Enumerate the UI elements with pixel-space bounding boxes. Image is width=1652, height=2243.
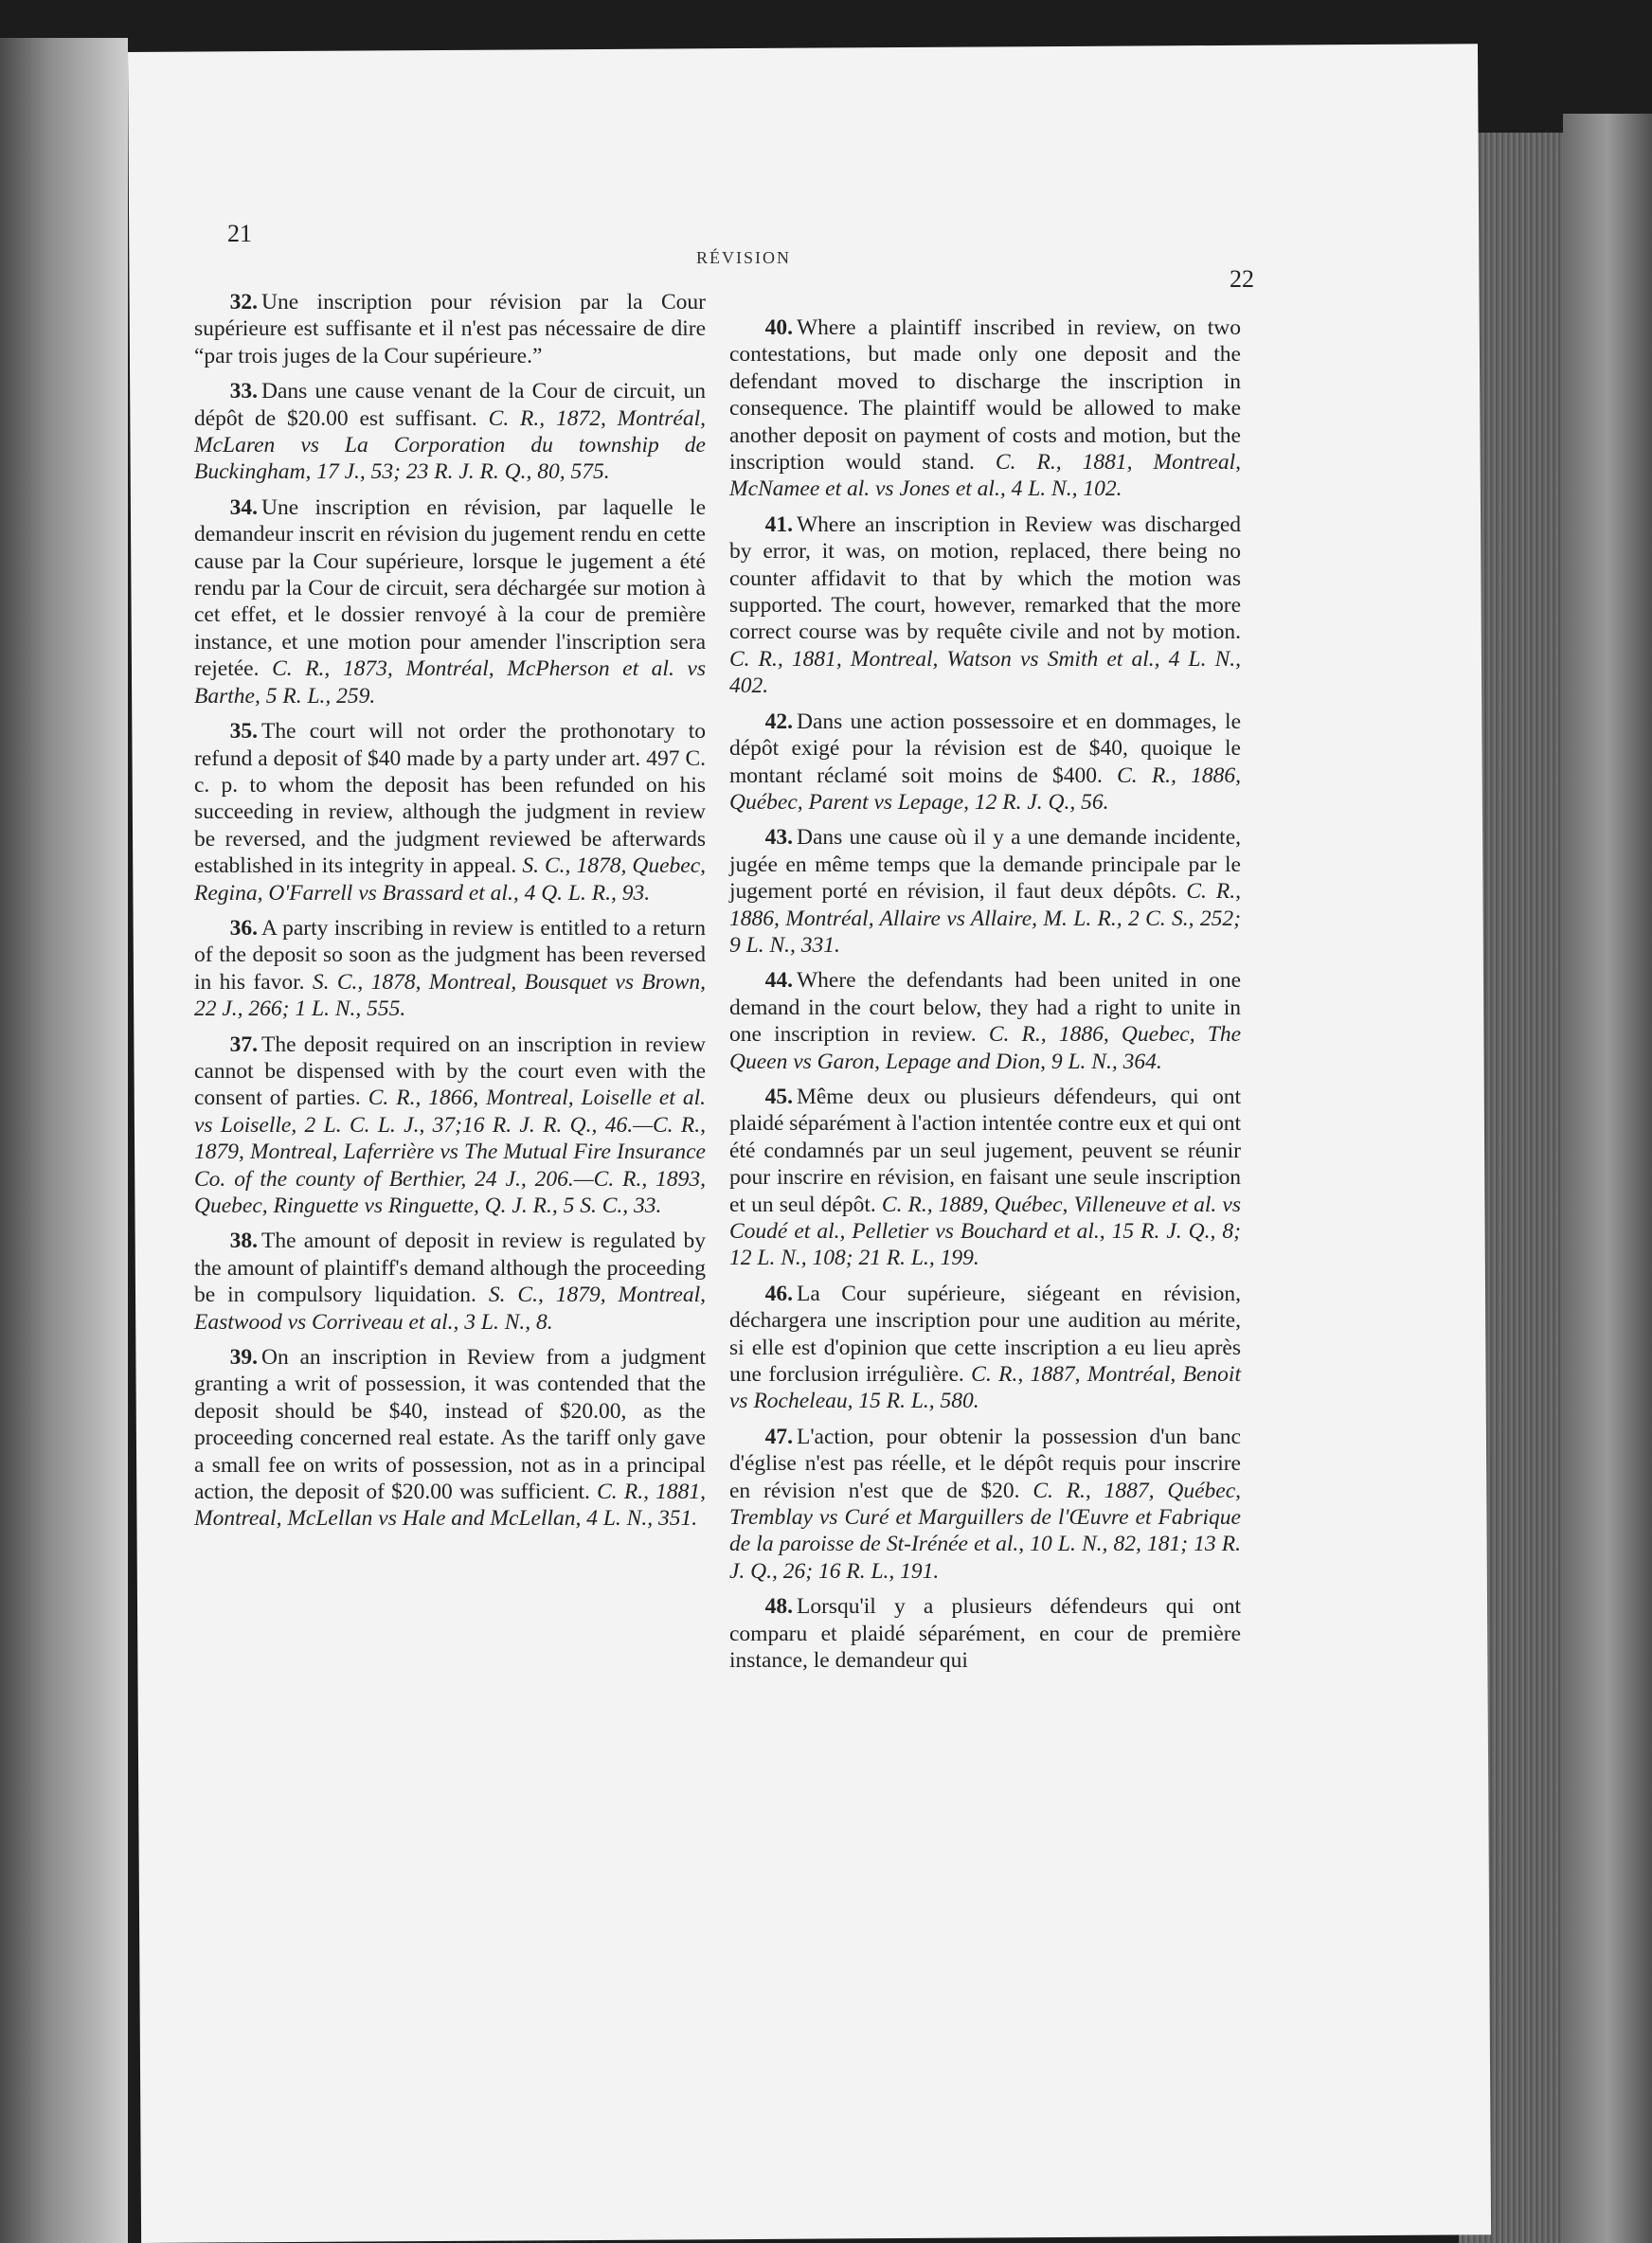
right-page-number: 22: [1230, 265, 1254, 293]
paragraph-text: The amount of deposit in review is regulated by the amount of plaintiff's demand although the proceeding be in compulsory liquidation.: [194, 1229, 706, 1308]
citation: S. C., 1879, Montreal, Eastwood vs Corriveau et al., 3 L. N., 8.: [194, 1283, 707, 1335]
paragraph-number: 45.: [764, 1084, 793, 1109]
paragraph-text: On an inscription in Review from a judgment granting a writ of possession, it was contended that the deposit should be $40, instead of $20.00, as the proceeding concerned real estate. As the tariff only gave a small fee on writs of possession, not as in a principal action, the deposit of $20.00 was sufficient.: [194, 1345, 706, 1505]
paragraph-number: 39.: [229, 1345, 258, 1371]
paragraph-36: [194, 915, 706, 1023]
paragraph-text: Where the defendants had been united in one demand in the court below, they had a right to unite in one inscription in review.: [729, 968, 1241, 1048]
paragraph-number: 44.: [764, 968, 793, 994]
citation: S. C., 1878, Quebec, Regina, O'Farrell vs Brassard et al., 4 Q. L. R., 93.: [194, 853, 707, 906]
citation: S. C., 1878, Montreal, Bousquet vs Brown, 22 J., 266; 1 L. N., 555.: [194, 969, 707, 1022]
paragraph-text: Lorsqu'il y a plusieurs défendeurs qui ont comparu et plaidé séparément, en cour de première instance, le demandeur qui: [729, 1594, 1241, 1674]
citation: C. R., 1881, Montreal, Watson vs Smith et al., 4 L. N., 402.: [729, 646, 1241, 699]
paragraph-32: [194, 289, 706, 369]
running-head: RÉVISION: [696, 248, 791, 267]
paragraph-47: [729, 1424, 1241, 1585]
paragraph-text: Même deux ou plusieurs défendeurs, qui ont plaidé séparément à l'action intentée contre eux et qui ont été condamnés par un seul jugement, peuvent se réunir pour inscrire en révision, en faisant une seule inscription et un seul dépôt.: [729, 1084, 1241, 1217]
citation: C. R., 1866, Montreal, Loiselle et al. vs Loiselle, 2 L. C. L. J., 37;16 R. J. R. Q., 46.—C. R., 1879, Montreal, Laferrière vs The Mutual Fire Insurance Co. of the county of Berthier, 24 J., 206.—C. R., 1893, Quebec, Ringuette vs Ringuette, Q. J. R., 5 S. C., 33.: [194, 1086, 706, 1218]
paragraph-number: 32.: [229, 290, 258, 314]
paragraph-number: 37.: [229, 1032, 258, 1057]
book-left-page-edge: [0, 38, 128, 2243]
paragraph-number: 46.: [764, 1281, 793, 1306]
paragraph-45: [729, 1084, 1241, 1272]
paragraph-35: [194, 718, 706, 906]
paragraph-text: Une inscription en révision, par laquelle le demandeur inscrit en révision du jugement rendu en cette cause par la Cour supérieure, lorsque le jugement a été rendu par la Cour de circuit, sera déchargée sur motion à cet effet, et le dossier renvoyé à la cour de première instance, et une motion pour amender l'inscription sera rejetée.: [194, 494, 706, 682]
paragraph-number: 48.: [764, 1594, 793, 1620]
paragraph-43: [729, 824, 1241, 959]
paragraph-41: [729, 511, 1241, 700]
citation: C. R., 1873, Montréal, McPherson et al. vs Barthe, 5 R. L., 259.: [194, 656, 706, 709]
paragraph-number: 41.: [764, 511, 793, 537]
paragraph-text: Dans une action possessoire et en dommages, le dépôt exigé pour la révision est de $40, quoique le montant réclamé soit moins de $400.: [729, 709, 1241, 788]
paragraph-text: The court will not order the prothonotary to refund a deposit of $40 made by a party under art. 497 C. c. p. to whom the deposit has been refunded on his succeeding in review, although the judgment in review be reversed, and the judgment reviewed be afterwards established in its integrity in appeal.: [194, 719, 706, 879]
paragraph-42: [729, 709, 1241, 816]
citation: C. R., 1886, Quebec, The Queen vs Garon, Lepage and Dion, 9 L. N., 364.: [729, 1022, 1242, 1074]
paragraph-text: Dans une cause venant de la Cour de circuit, un dépôt de $20.00 est suffisant.: [194, 379, 706, 431]
paragraph-text: Dans une cause où il y a une demande incidente, jugée en même temps que la demande principale par le jugement porté en révision, il faut deux dépôts.: [729, 825, 1241, 905]
paragraph-44: [729, 967, 1241, 1075]
paragraph-39: [194, 1344, 706, 1533]
paragraph-number: 38.: [229, 1229, 258, 1254]
citation: C. R., 1872, Montréal, McLaren vs La Corporation du township de Buckingham, 17 J., 53; 23 R. J. R. Q., 80, 575.: [194, 405, 706, 485]
paragraph-number: 35.: [229, 719, 258, 745]
paragraph-48: [729, 1593, 1241, 1674]
paragraph-number: 43.: [764, 825, 793, 851]
paragraph-number: 42.: [764, 709, 793, 734]
paragraph-text: Une inscription pour révision par la Cour supérieure est suffisante et il n'est pas nécessaire de dire “par trois juges de la Cour supérieure.”: [194, 290, 706, 368]
paragraph-text: A party inscribing in review is entitled to a return of the deposit so soon as the judgment has been reversed in his favor.: [194, 915, 706, 995]
paragraph-33: [194, 378, 706, 486]
citation: C. R., 1881, Montreal, McLellan vs Hale and McLellan, 4 L. N., 351.: [194, 1480, 706, 1532]
paragraph-number: 33.: [229, 379, 258, 404]
paragraph-46: [729, 1281, 1241, 1415]
paragraph-text: L'action, pour obtenir la possession d'un banc d'église n'est pas réelle, et le dépôt requis pour inscrire en révision n'est que de $20.: [729, 1424, 1241, 1503]
citation: C. R., 1887, Montréal, Benoit vs Rocheleau, 15 R. L., 580.: [729, 1362, 1241, 1414]
right-column: [729, 314, 1241, 1683]
paragraph-number: 40.: [764, 315, 793, 340]
paragraph-34: [194, 494, 706, 709]
left-page-number: 21: [227, 220, 252, 247]
citation: C. R., 1887, Québec, Tremblay vs Curé et Marguillers de l'Œuvre et Fabrique de la paroisse de St-Irénée et al., 10 L. N., 82, 181; 13 R. J. Q., 26; 16 R. L., 191.: [729, 1478, 1242, 1584]
left-column: [194, 289, 706, 1541]
paragraph-37: [194, 1032, 706, 1220]
paragraph-text: The deposit required on an inscription in review cannot be dispensed with by the court even with the consent of parties.: [194, 1032, 706, 1111]
paragraph-40: [729, 314, 1241, 503]
book-cover-edge: [1563, 114, 1652, 2243]
citation: C. R., 1889, Québec, Villeneuve et al. vs Coudé et al., Pelletier vs Bouchard et al., 15 R. J. Q., 8; 12 L. N., 108; 21 R. L., 199.: [729, 1192, 1242, 1271]
paragraph-text: La Cour supérieure, siégeant en révision, déchargera une inscription pour une audition au mérite, si elle est d'opinion que cette inscription a eu lieu après une forclusion irrégulière.: [729, 1281, 1241, 1388]
paragraph-text: Where an inscription in Review was discharged by error, it was, on motion, replaced, there being no counter affidavit to that by which the motion was supported. The court, however, remarked that the more correct course was by requête civile and not by motion.: [729, 511, 1241, 645]
citation: C. R., 1886, Montréal, Allaire vs Allaire, M. L. R., 2 C. S., 252; 9 L. N., 331.: [729, 879, 1242, 958]
paragraph-text: Where a plaintiff inscribed in review, on two contestations, but made only one deposit and the defendant moved to discharge the inscription in consequence. The plaintiff would be allowed to make another deposit on payment of costs and motion, but the inscription would stand.: [729, 315, 1241, 476]
paragraph-number: 47.: [764, 1424, 793, 1449]
paragraph-number: 36.: [229, 915, 258, 941]
citation: C. R., 1886, Québec, Parent vs Lepage, 12 R. J. Q., 56.: [729, 763, 1241, 815]
paragraph-number: 34.: [229, 494, 258, 520]
citation: C. R., 1881, Montreal, McNamee et al. vs Jones et al., 4 L. N., 102.: [729, 450, 1242, 502]
paragraph-38: [194, 1228, 706, 1336]
